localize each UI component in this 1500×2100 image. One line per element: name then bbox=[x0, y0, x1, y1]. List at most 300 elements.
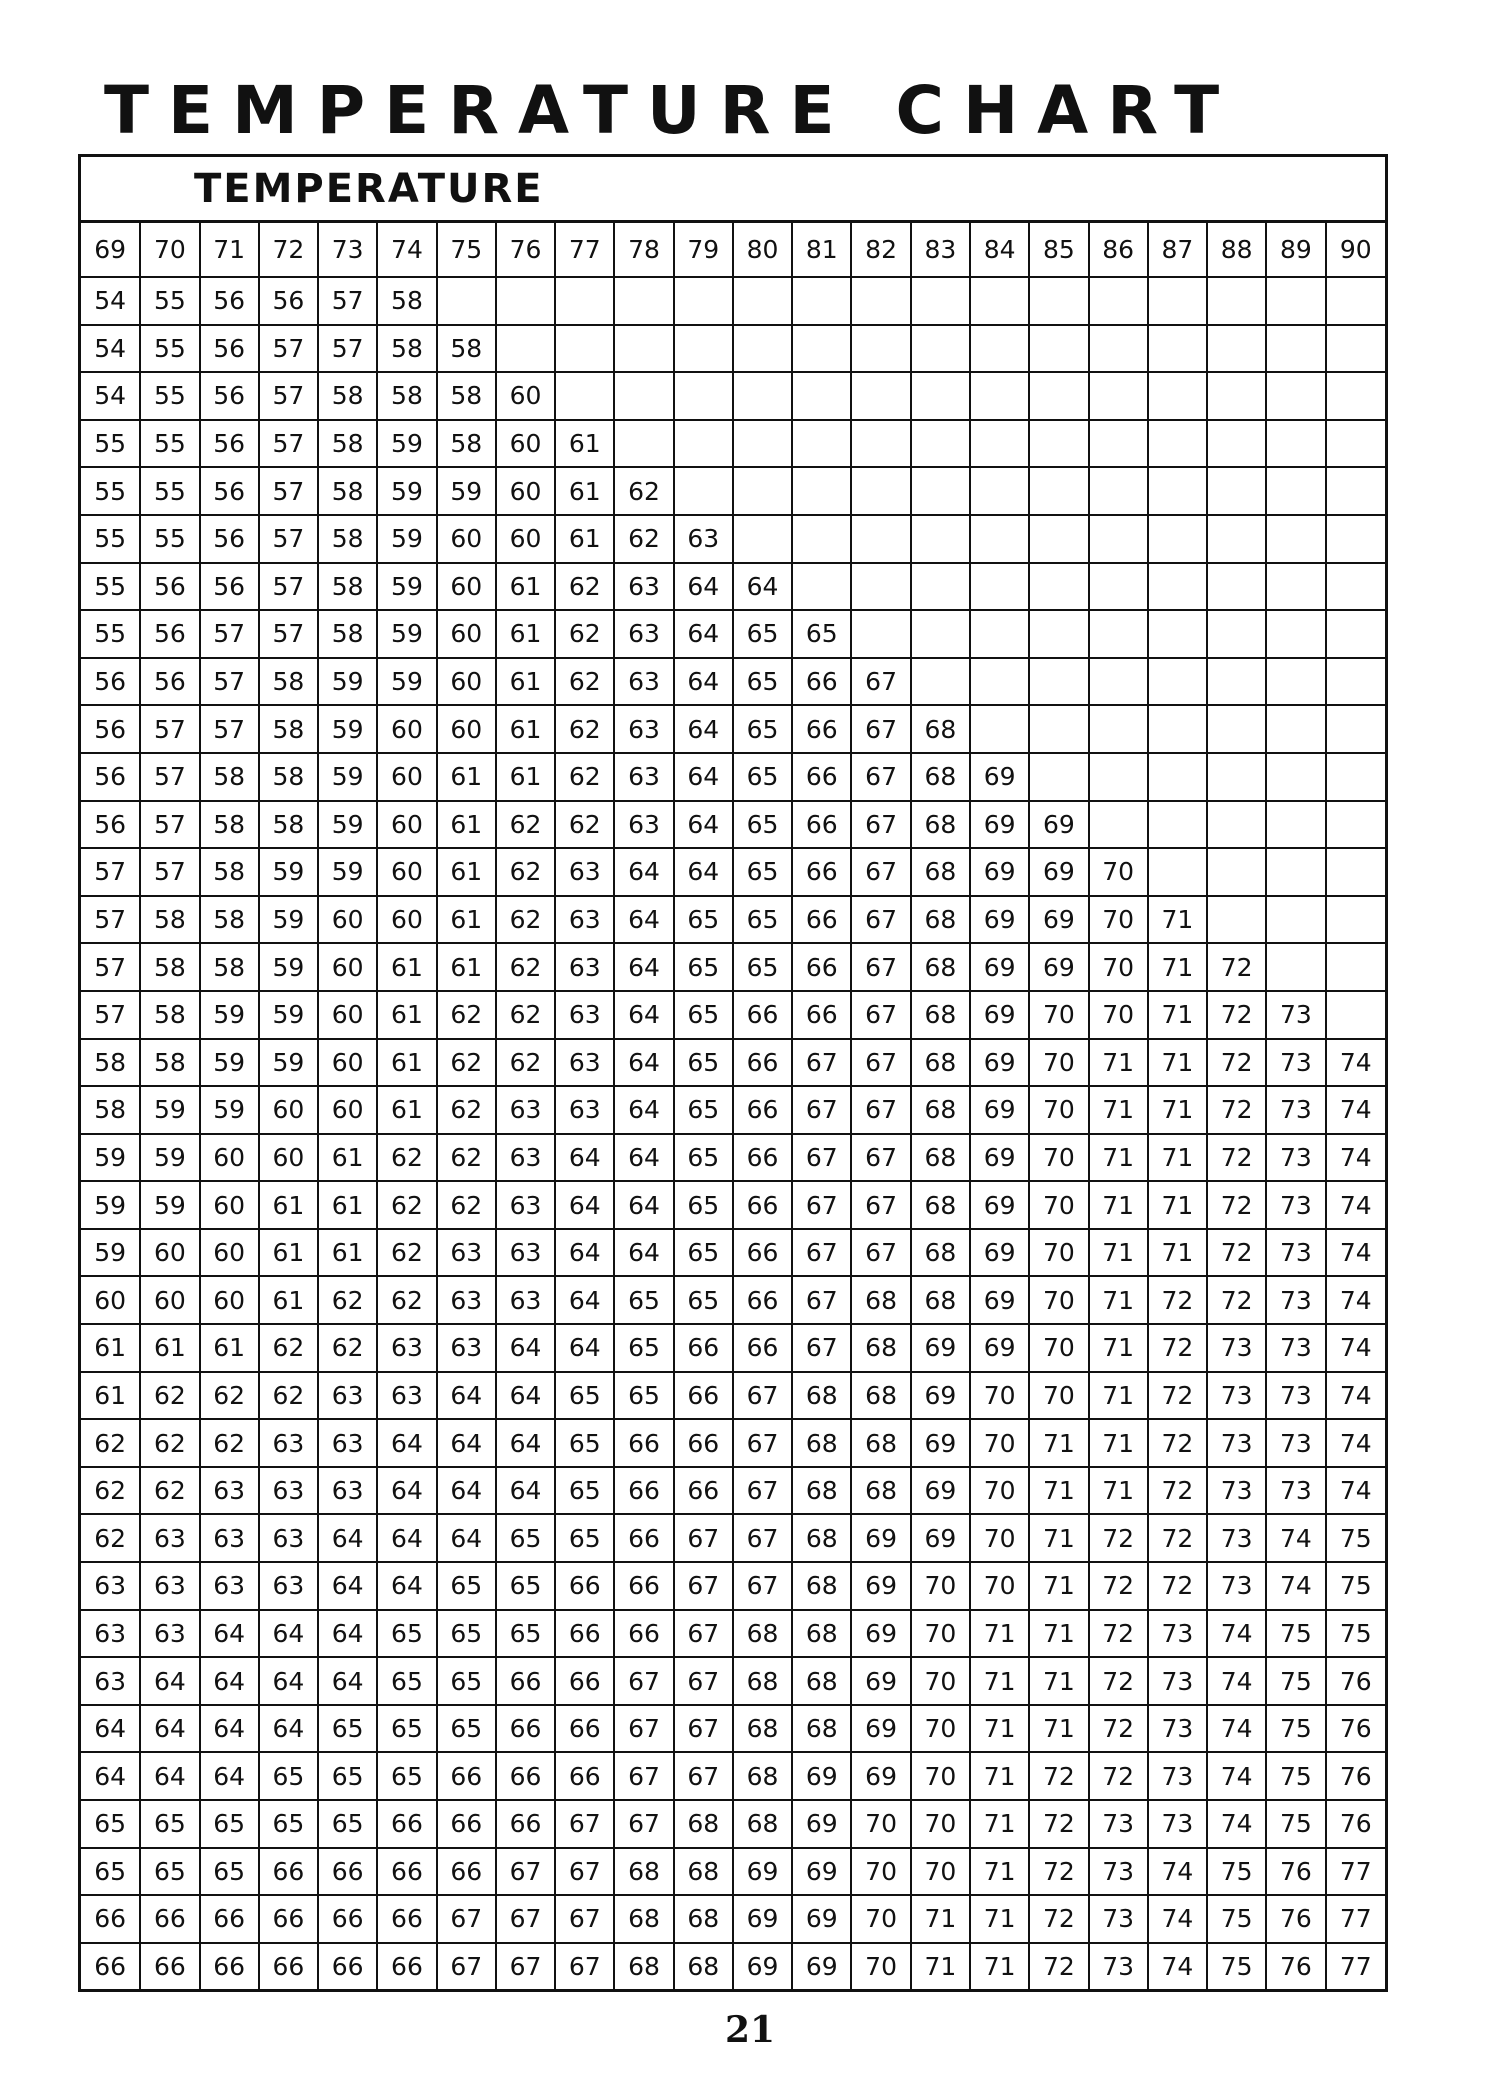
table-cell: 68 bbox=[792, 1419, 851, 1467]
table-cell: 69 bbox=[1029, 801, 1088, 849]
table-cell: 75 bbox=[1266, 1657, 1325, 1705]
table-cell: 61 bbox=[259, 1181, 318, 1229]
table-cell: 70 bbox=[1029, 1324, 1088, 1372]
table-cell: 66 bbox=[792, 896, 851, 944]
table-cell: 66 bbox=[140, 1943, 199, 1989]
table-cell: 74 bbox=[1326, 1086, 1385, 1134]
table-cell-empty bbox=[851, 515, 910, 563]
table-cell: 70 bbox=[970, 1467, 1029, 1515]
table-cell: 65 bbox=[81, 1800, 140, 1848]
table-cell-empty bbox=[792, 563, 851, 611]
table-cell: 65 bbox=[674, 943, 733, 991]
table-cell: 67 bbox=[555, 1895, 614, 1943]
table-cell: 62 bbox=[496, 896, 555, 944]
table-cell: 60 bbox=[377, 705, 436, 753]
table-cell: 69 bbox=[851, 1562, 910, 1610]
table-cell: 66 bbox=[259, 1848, 318, 1896]
table-cell: 71 bbox=[970, 1657, 1029, 1705]
table-cell: 63 bbox=[140, 1514, 199, 1562]
table-cell-empty bbox=[911, 420, 970, 468]
table-cell: 60 bbox=[318, 943, 377, 991]
table-cell: 67 bbox=[555, 1943, 614, 1989]
table-cell: 58 bbox=[259, 658, 318, 706]
table-cell: 69 bbox=[911, 1372, 970, 1420]
table-cell: 74 bbox=[1326, 1467, 1385, 1515]
table-cell: 66 bbox=[140, 1895, 199, 1943]
table-cell-empty bbox=[1029, 658, 1088, 706]
table-cell: 71 bbox=[970, 1848, 1029, 1896]
table-cell: 59 bbox=[318, 848, 377, 896]
table-cell: 66 bbox=[674, 1372, 733, 1420]
table-cell: 63 bbox=[140, 1610, 199, 1658]
table-cell: 61 bbox=[496, 658, 555, 706]
table-cell: 71 bbox=[970, 1943, 1029, 1989]
table-cell-empty bbox=[911, 372, 970, 420]
table-cell: 67 bbox=[614, 1657, 673, 1705]
page-title: TEMPERATURE CHART bbox=[104, 72, 1239, 149]
table-cell-empty bbox=[1089, 658, 1148, 706]
table-cell: 62 bbox=[437, 991, 496, 1039]
table-cell: 70 bbox=[970, 1562, 1029, 1610]
table-cell: 62 bbox=[377, 1229, 436, 1277]
table-cell: 70 bbox=[1089, 848, 1148, 896]
table-cell: 63 bbox=[555, 1039, 614, 1087]
table-cell: 63 bbox=[81, 1562, 140, 1610]
table-cell: 73 bbox=[1207, 1562, 1266, 1610]
table-cell: 71 bbox=[970, 1752, 1029, 1800]
table-cell: 64 bbox=[674, 658, 733, 706]
table-cell: 65 bbox=[437, 1562, 496, 1610]
table-cell: 67 bbox=[555, 1800, 614, 1848]
table-cell: 68 bbox=[733, 1800, 792, 1848]
table-cell: 61 bbox=[496, 563, 555, 611]
table-cell: 74 bbox=[1326, 1324, 1385, 1372]
table-cell: 62 bbox=[437, 1181, 496, 1229]
table-cell: 64 bbox=[437, 1372, 496, 1420]
table-cell: 67 bbox=[674, 1514, 733, 1562]
table-cell: 66 bbox=[555, 1752, 614, 1800]
table-cell: 61 bbox=[140, 1324, 199, 1372]
table-cell: 60 bbox=[437, 563, 496, 611]
table-cell: 75 bbox=[1207, 1895, 1266, 1943]
table-cell: 72 bbox=[1148, 1514, 1207, 1562]
table-cell: 65 bbox=[674, 896, 733, 944]
table-cell: 65 bbox=[674, 1276, 733, 1324]
table-cell: 69 bbox=[851, 1752, 910, 1800]
table-cell: 56 bbox=[81, 705, 140, 753]
table-cell: 66 bbox=[792, 658, 851, 706]
table-cell: 65 bbox=[377, 1705, 436, 1753]
table-cell: 58 bbox=[437, 420, 496, 468]
table-cell: 68 bbox=[792, 1657, 851, 1705]
table-cell-empty bbox=[1266, 467, 1325, 515]
table-cell: 63 bbox=[614, 801, 673, 849]
table-cell: 68 bbox=[851, 1372, 910, 1420]
table-cell: 68 bbox=[851, 1324, 910, 1372]
table-cell: 58 bbox=[140, 943, 199, 991]
table-cell: 67 bbox=[792, 1086, 851, 1134]
table-cell: 64 bbox=[200, 1752, 259, 1800]
table-cell: 69 bbox=[851, 1705, 910, 1753]
table-cell: 67 bbox=[851, 991, 910, 1039]
table-cell: 63 bbox=[437, 1276, 496, 1324]
table-cell: 57 bbox=[140, 848, 199, 896]
table-cell: 58 bbox=[318, 372, 377, 420]
table-cell: 71 bbox=[1089, 1419, 1148, 1467]
table-cell: 57 bbox=[259, 610, 318, 658]
table-cell: 67 bbox=[674, 1610, 733, 1658]
table-cell-empty bbox=[1207, 372, 1266, 420]
table-cell-empty bbox=[792, 467, 851, 515]
table-cell-empty bbox=[1148, 753, 1207, 801]
table-cell: 57 bbox=[140, 801, 199, 849]
table-cell: 64 bbox=[437, 1514, 496, 1562]
table-cell: 66 bbox=[792, 801, 851, 849]
table-cell-empty bbox=[1326, 372, 1385, 420]
table-cell-empty bbox=[437, 277, 496, 325]
table-cell: 59 bbox=[377, 420, 436, 468]
table-cell-empty bbox=[1266, 848, 1325, 896]
table-cell: 68 bbox=[733, 1657, 792, 1705]
chart-frame bbox=[78, 154, 1388, 1992]
table-cell-empty bbox=[1089, 325, 1148, 373]
table-cell: 74 bbox=[1326, 1134, 1385, 1182]
table-cell: 61 bbox=[318, 1181, 377, 1229]
table-cell: 76 bbox=[1266, 1848, 1325, 1896]
table-cell: 74 bbox=[1326, 1229, 1385, 1277]
table-cell: 65 bbox=[140, 1800, 199, 1848]
table-cell: 67 bbox=[674, 1752, 733, 1800]
table-cell: 55 bbox=[81, 610, 140, 658]
table-cell-empty bbox=[1266, 325, 1325, 373]
table-cell: 56 bbox=[140, 658, 199, 706]
table-cell-empty bbox=[1029, 705, 1088, 753]
table-cell: 60 bbox=[496, 467, 555, 515]
table-cell: 60 bbox=[140, 1276, 199, 1324]
table-cell-empty bbox=[1148, 801, 1207, 849]
table-cell: 67 bbox=[792, 1324, 851, 1372]
table-cell-empty bbox=[1148, 277, 1207, 325]
table-cell: 61 bbox=[496, 705, 555, 753]
table-cell: 66 bbox=[318, 1943, 377, 1989]
column-header-cell: 73 bbox=[318, 223, 377, 277]
table-cell: 77 bbox=[1326, 1943, 1385, 1989]
table-cell-empty bbox=[1326, 991, 1385, 1039]
table-cell: 61 bbox=[437, 848, 496, 896]
table-cell-empty bbox=[1326, 420, 1385, 468]
table-cell: 61 bbox=[377, 943, 436, 991]
table-cell: 54 bbox=[81, 325, 140, 373]
table-cell: 74 bbox=[1207, 1752, 1266, 1800]
table-cell-empty bbox=[851, 277, 910, 325]
table-cell-empty bbox=[1089, 420, 1148, 468]
table-cell: 66 bbox=[614, 1419, 673, 1467]
table-cell: 65 bbox=[259, 1800, 318, 1848]
column-header-cell: 79 bbox=[674, 223, 733, 277]
table-cell: 69 bbox=[970, 1181, 1029, 1229]
table-cell: 73 bbox=[1089, 1895, 1148, 1943]
table-cell: 58 bbox=[259, 705, 318, 753]
table-cell: 73 bbox=[1089, 1800, 1148, 1848]
table-cell: 62 bbox=[496, 943, 555, 991]
column-header-cell: 90 bbox=[1326, 223, 1385, 277]
table-cell: 67 bbox=[851, 1181, 910, 1229]
table-cell: 65 bbox=[733, 753, 792, 801]
table-cell: 64 bbox=[496, 1372, 555, 1420]
table-cell: 63 bbox=[555, 1086, 614, 1134]
table-cell-empty bbox=[970, 610, 1029, 658]
table-cell: 73 bbox=[1207, 1514, 1266, 1562]
table-cell: 64 bbox=[733, 563, 792, 611]
table-cell: 59 bbox=[140, 1134, 199, 1182]
table-cell: 73 bbox=[1148, 1705, 1207, 1753]
table-cell: 75 bbox=[1207, 1848, 1266, 1896]
table-cell-empty bbox=[911, 277, 970, 325]
table-cell: 74 bbox=[1148, 1848, 1207, 1896]
table-cell-empty bbox=[1266, 705, 1325, 753]
column-header-cell: 78 bbox=[614, 223, 673, 277]
table-cell: 63 bbox=[674, 515, 733, 563]
table-cell: 64 bbox=[377, 1467, 436, 1515]
table-row bbox=[81, 467, 1385, 515]
table-cell: 67 bbox=[437, 1895, 496, 1943]
table-cell: 71 bbox=[1089, 1467, 1148, 1515]
table-cell: 73 bbox=[1148, 1752, 1207, 1800]
table-cell: 70 bbox=[911, 1800, 970, 1848]
table-cell: 67 bbox=[496, 1848, 555, 1896]
table-cell: 69 bbox=[970, 896, 1029, 944]
temperature-table bbox=[81, 223, 1385, 1989]
table-cell: 70 bbox=[970, 1372, 1029, 1420]
table-cell: 65 bbox=[674, 1086, 733, 1134]
table-cell: 72 bbox=[1089, 1610, 1148, 1658]
table-cell: 63 bbox=[259, 1467, 318, 1515]
table-cell: 62 bbox=[377, 1134, 436, 1182]
table-cell: 60 bbox=[318, 896, 377, 944]
table-cell: 62 bbox=[81, 1419, 140, 1467]
table-cell: 63 bbox=[437, 1324, 496, 1372]
table-cell-empty bbox=[1207, 515, 1266, 563]
table-cell: 57 bbox=[140, 753, 199, 801]
table-cell: 58 bbox=[437, 325, 496, 373]
table-cell: 67 bbox=[792, 1134, 851, 1182]
table-cell: 67 bbox=[851, 658, 910, 706]
table-cell-empty bbox=[1029, 563, 1088, 611]
table-cell: 62 bbox=[496, 848, 555, 896]
table-cell: 66 bbox=[733, 1039, 792, 1087]
table-row bbox=[81, 896, 1385, 944]
table-cell: 60 bbox=[377, 753, 436, 801]
table-cell: 58 bbox=[200, 801, 259, 849]
table-cell: 65 bbox=[377, 1610, 436, 1658]
table-cell-empty bbox=[970, 372, 1029, 420]
column-header-cell: 84 bbox=[970, 223, 1029, 277]
table-cell: 59 bbox=[140, 1181, 199, 1229]
table-cell: 70 bbox=[1029, 991, 1088, 1039]
table-cell: 65 bbox=[81, 1848, 140, 1896]
table-cell: 71 bbox=[1148, 1229, 1207, 1277]
table-cell: 71 bbox=[970, 1800, 1029, 1848]
column-header-cell: 83 bbox=[911, 223, 970, 277]
table-cell: 72 bbox=[1148, 1324, 1207, 1372]
table-cell: 70 bbox=[911, 1562, 970, 1610]
table-cell: 64 bbox=[81, 1705, 140, 1753]
table-cell: 64 bbox=[496, 1324, 555, 1372]
column-header-cell: 77 bbox=[555, 223, 614, 277]
table-cell: 56 bbox=[81, 801, 140, 849]
table-cell: 64 bbox=[555, 1276, 614, 1324]
table-cell: 68 bbox=[911, 896, 970, 944]
table-cell-empty bbox=[1089, 467, 1148, 515]
table-cell: 62 bbox=[437, 1039, 496, 1087]
table-cell-empty bbox=[851, 372, 910, 420]
table-cell: 65 bbox=[200, 1800, 259, 1848]
table-cell: 75 bbox=[1266, 1610, 1325, 1658]
table-cell: 64 bbox=[614, 1181, 673, 1229]
table-cell: 71 bbox=[1148, 943, 1207, 991]
table-cell: 68 bbox=[792, 1514, 851, 1562]
table-cell: 59 bbox=[377, 563, 436, 611]
table-cell: 75 bbox=[1207, 1943, 1266, 1989]
table-row bbox=[81, 753, 1385, 801]
table-cell: 71 bbox=[970, 1705, 1029, 1753]
table-cell: 68 bbox=[911, 1086, 970, 1134]
table-cell: 55 bbox=[140, 277, 199, 325]
table-cell: 62 bbox=[81, 1514, 140, 1562]
table-cell: 56 bbox=[81, 658, 140, 706]
table-cell: 62 bbox=[496, 1039, 555, 1087]
table-cell: 61 bbox=[437, 801, 496, 849]
table-cell: 71 bbox=[1148, 896, 1207, 944]
table-cell: 69 bbox=[911, 1324, 970, 1372]
table-cell: 61 bbox=[555, 420, 614, 468]
table-cell: 67 bbox=[674, 1705, 733, 1753]
table-cell: 75 bbox=[1266, 1705, 1325, 1753]
table-cell: 58 bbox=[377, 325, 436, 373]
table-cell: 67 bbox=[614, 1752, 673, 1800]
table-cell: 58 bbox=[200, 753, 259, 801]
table-cell: 69 bbox=[970, 1134, 1029, 1182]
table-cell: 67 bbox=[555, 1848, 614, 1896]
table-cell: 55 bbox=[81, 467, 140, 515]
table-cell: 67 bbox=[792, 1229, 851, 1277]
table-cell: 68 bbox=[911, 1039, 970, 1087]
table-cell: 57 bbox=[81, 848, 140, 896]
column-header-group bbox=[81, 223, 1385, 277]
table-cell: 58 bbox=[377, 372, 436, 420]
table-cell: 64 bbox=[140, 1657, 199, 1705]
table-cell: 72 bbox=[1029, 1800, 1088, 1848]
table-cell: 60 bbox=[81, 1276, 140, 1324]
table-cell: 56 bbox=[200, 325, 259, 373]
table-cell: 63 bbox=[140, 1562, 199, 1610]
table-cell: 65 bbox=[437, 1610, 496, 1658]
table-cell-empty bbox=[1266, 896, 1325, 944]
table-cell: 71 bbox=[911, 1895, 970, 1943]
table-cell: 59 bbox=[377, 467, 436, 515]
table-cell: 65 bbox=[555, 1514, 614, 1562]
table-cell: 66 bbox=[792, 943, 851, 991]
table-cell: 58 bbox=[81, 1039, 140, 1087]
table-cell: 72 bbox=[1029, 1943, 1088, 1989]
table-cell-empty bbox=[1089, 801, 1148, 849]
table-cell: 58 bbox=[259, 753, 318, 801]
table-cell: 63 bbox=[555, 848, 614, 896]
table-cell: 59 bbox=[318, 658, 377, 706]
table-cell-empty bbox=[1266, 658, 1325, 706]
table-cell: 70 bbox=[1029, 1276, 1088, 1324]
table-cell: 65 bbox=[674, 1229, 733, 1277]
table-cell: 71 bbox=[1089, 1086, 1148, 1134]
table-cell: 66 bbox=[259, 1943, 318, 1989]
table-cell: 67 bbox=[614, 1705, 673, 1753]
table-cell-empty bbox=[1148, 658, 1207, 706]
table-cell: 61 bbox=[496, 610, 555, 658]
table-cell-empty bbox=[1326, 848, 1385, 896]
table-cell: 72 bbox=[1089, 1514, 1148, 1562]
table-cell: 65 bbox=[437, 1657, 496, 1705]
table-cell-empty bbox=[1207, 420, 1266, 468]
table-cell-empty bbox=[792, 372, 851, 420]
table-cell: 59 bbox=[200, 1039, 259, 1087]
table-cell: 68 bbox=[614, 1848, 673, 1896]
table-cell: 59 bbox=[259, 991, 318, 1039]
table-cell: 66 bbox=[377, 1895, 436, 1943]
table-cell: 62 bbox=[555, 705, 614, 753]
table-cell: 62 bbox=[555, 610, 614, 658]
table-cell: 62 bbox=[614, 515, 673, 563]
table-cell: 64 bbox=[674, 801, 733, 849]
table-cell: 63 bbox=[555, 896, 614, 944]
table-cell: 69 bbox=[1029, 848, 1088, 896]
table-cell: 69 bbox=[851, 1657, 910, 1705]
header-band bbox=[81, 157, 1385, 223]
table-cell: 63 bbox=[555, 943, 614, 991]
table-cell: 60 bbox=[437, 658, 496, 706]
table-cell: 62 bbox=[140, 1372, 199, 1420]
table-row bbox=[81, 991, 1385, 1039]
table-cell-empty bbox=[1148, 372, 1207, 420]
table-cell: 64 bbox=[614, 991, 673, 1039]
table-cell: 65 bbox=[733, 658, 792, 706]
table-cell-empty bbox=[555, 372, 614, 420]
table-cell-empty bbox=[1029, 467, 1088, 515]
table-cell: 68 bbox=[733, 1705, 792, 1753]
table-cell: 59 bbox=[377, 610, 436, 658]
table-cell: 64 bbox=[555, 1134, 614, 1182]
table-cell-empty bbox=[1326, 610, 1385, 658]
table-cell: 58 bbox=[377, 277, 436, 325]
table-cell-empty bbox=[1148, 848, 1207, 896]
table-cell-empty bbox=[1266, 610, 1325, 658]
table-cell: 56 bbox=[81, 753, 140, 801]
table-cell: 63 bbox=[200, 1467, 259, 1515]
table-cell: 73 bbox=[1089, 1943, 1148, 1989]
table-cell: 69 bbox=[792, 1943, 851, 1989]
table-cell: 67 bbox=[733, 1419, 792, 1467]
table-cell: 72 bbox=[1089, 1705, 1148, 1753]
table-cell-empty bbox=[792, 277, 851, 325]
table-cell: 68 bbox=[792, 1562, 851, 1610]
table-cell: 67 bbox=[851, 848, 910, 896]
table-row bbox=[81, 610, 1385, 658]
table-cell-empty bbox=[1266, 801, 1325, 849]
table-cell: 63 bbox=[259, 1562, 318, 1610]
table-cell: 69 bbox=[911, 1419, 970, 1467]
page-number: 21 bbox=[724, 2009, 776, 2051]
table-cell: 68 bbox=[911, 705, 970, 753]
table-cell: 55 bbox=[140, 372, 199, 420]
